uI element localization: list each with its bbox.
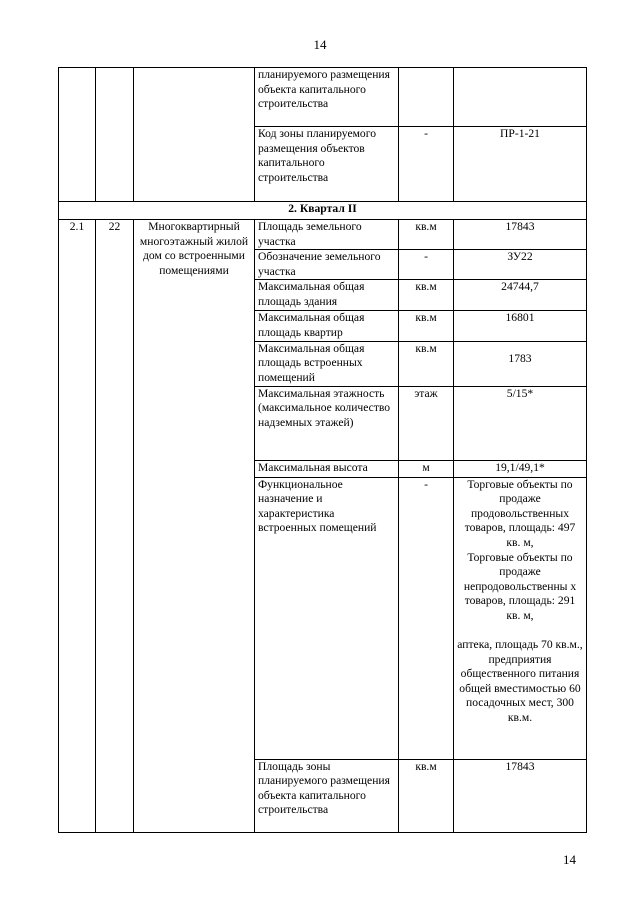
value-text-part: Торговые объекты по продаже продовольственных товаров, площадь: 497 кв. м,	[464, 477, 576, 549]
page-number-bottom: 14	[563, 852, 576, 867]
parameter-cell: Максимальная общая площадь встроенных помещений	[255, 341, 399, 386]
value-cell	[454, 477, 587, 759]
value-cell: 1783	[454, 341, 587, 386]
object-name-cell	[134, 68, 255, 202]
value-cell: 24744,7	[454, 280, 587, 311]
parameter-cell: Обозначение земельного участка	[255, 250, 399, 280]
value-cell	[454, 68, 587, 127]
value-cell: 19,1/49,1*	[454, 460, 587, 477]
unit-cell	[399, 68, 454, 127]
unit-cell: -	[399, 127, 454, 202]
value-cell: 5/15*	[454, 386, 587, 460]
section-row	[59, 202, 587, 220]
table-row	[59, 68, 587, 127]
value-cell: 17843	[454, 759, 587, 832]
value-text-part: аптека, площадь 70 кв.м., предприятия общественного питания общей вместимостью 60 посадочных мест, 300 кв.м.	[457, 638, 583, 725]
parameter-cell: Функциональное назначение и характеристика встроенных помещений	[255, 477, 399, 759]
unit-cell: -	[399, 477, 454, 759]
unit-cell: этаж	[399, 386, 454, 460]
value-cell: ПР-1-21	[454, 127, 587, 202]
object-code-cell: 22	[96, 220, 134, 833]
row-number-cell: 2.1	[59, 220, 96, 833]
parameter-cell: Максимальная общая площадь здания	[255, 280, 399, 311]
row-number-cell	[59, 68, 96, 202]
value-text-part: Торговые объекты по продаже непродовольственны х товаров, площадь: 291 кв. м,	[463, 550, 577, 622]
parameter-cell: Код зоны планируемого размещения объектов капитального строительства	[255, 127, 399, 202]
parameter-cell: Максимальная этажность (максимальное количество надземных этажей)	[255, 386, 399, 460]
unit-cell: кв.м	[399, 341, 454, 386]
parameter-cell: Максимальная высота	[255, 460, 399, 477]
parameter-cell: планируемого размещения объекта капитального строительства	[255, 68, 399, 127]
object-code-cell	[96, 68, 134, 202]
value-cell: ЗУ22	[454, 250, 587, 280]
value-cell: 16801	[454, 311, 587, 341]
value-cell: 17843	[454, 220, 587, 250]
unit-cell: кв.м	[399, 311, 454, 341]
parameter-cell: Площадь земельного участка	[255, 220, 399, 250]
parameter-cell: Площадь зоны планируемого размещения объекта капитального строительства	[255, 759, 399, 832]
page-number-top: 14	[313, 37, 327, 52]
parameter-cell: Максимальная общая площадь квартир	[255, 311, 399, 341]
section-title: 2. Квартал II	[59, 202, 587, 220]
parameters-table	[58, 67, 587, 833]
table-row	[59, 220, 587, 250]
object-name-cell: Многоквартирный многоэтажный жилой дом со встроенными помещениями	[134, 220, 255, 833]
unit-cell: кв.м	[399, 759, 454, 832]
unit-cell: кв.м	[399, 220, 454, 250]
unit-cell: кв.м	[399, 280, 454, 311]
unit-cell: -	[399, 250, 454, 280]
unit-cell: м	[399, 460, 454, 477]
